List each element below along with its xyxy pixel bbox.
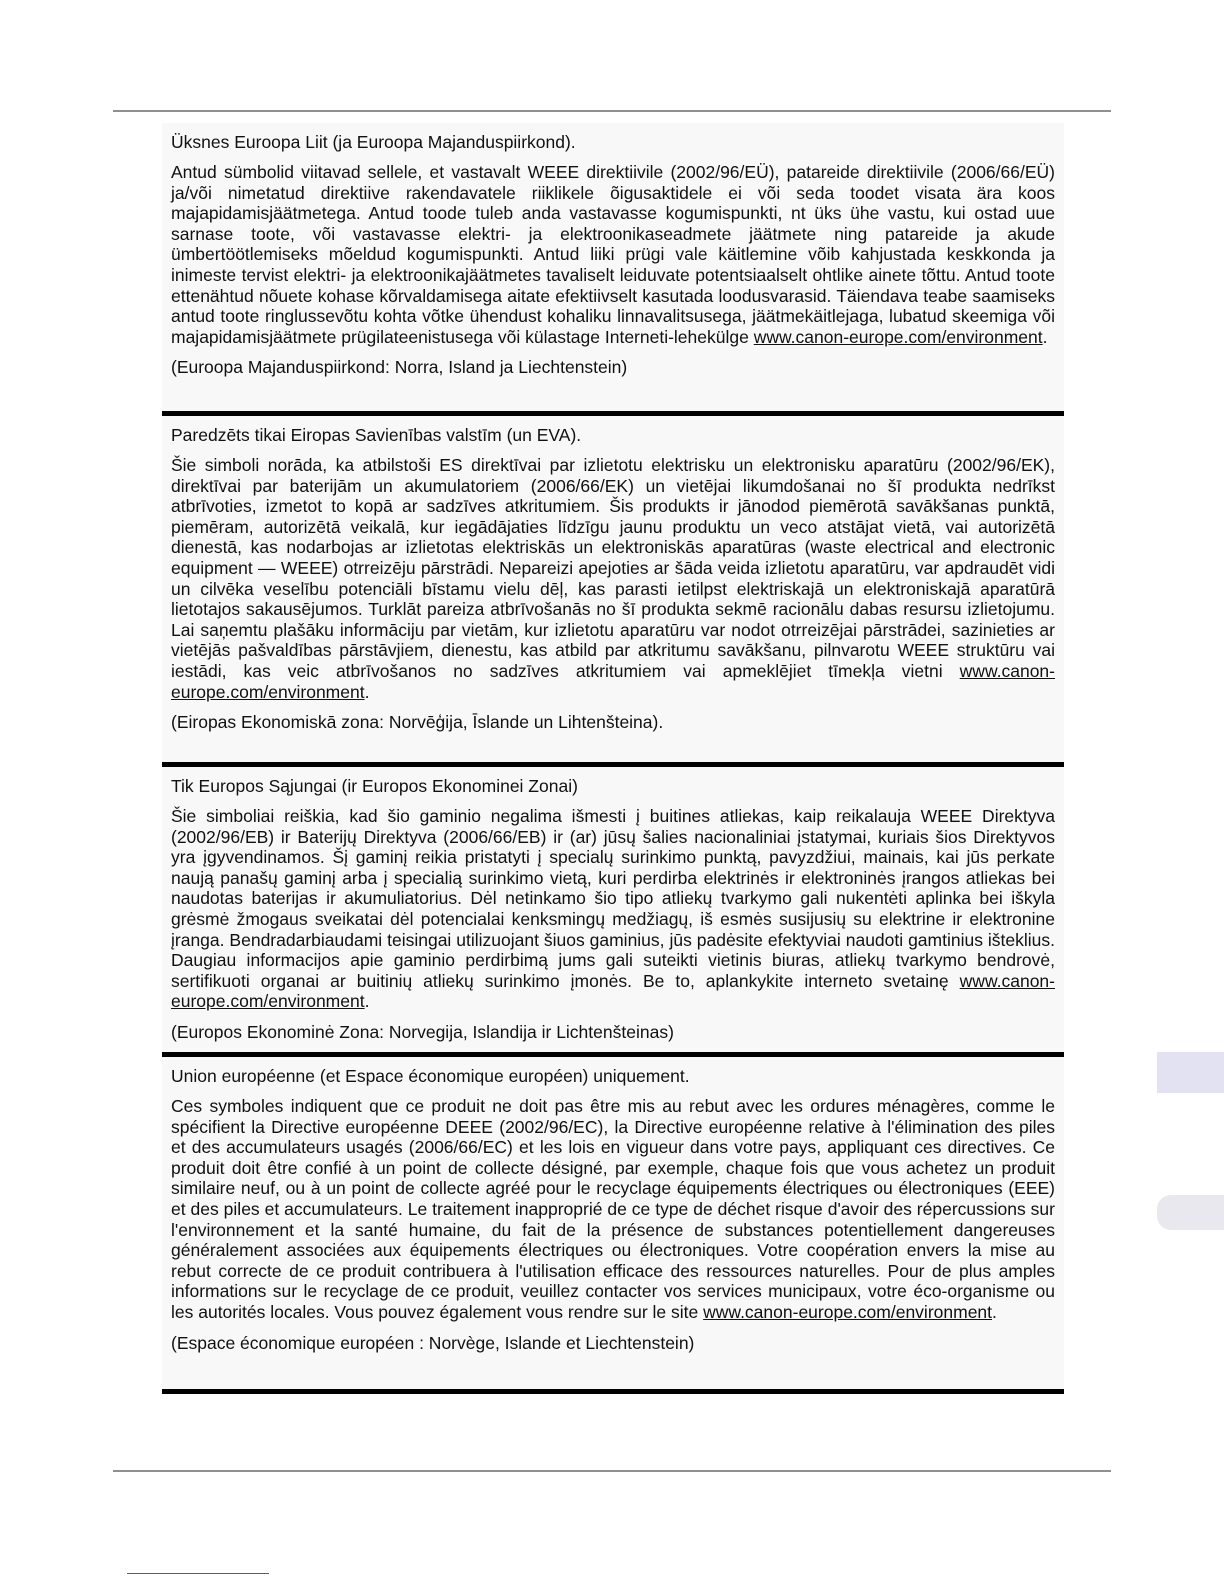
top-rule — [113, 110, 1111, 112]
section-body: Šie simboliai reiškia, kad šio gaminio negalima išmesti į buitines atliekas, kaip reikalauja WEEE Direktyva (2002/96/EB) ir Baterijų Direktyva (2006/66/EB) ir (ar) jūsų šalies nacionaliniai įstatymai, kuriais šios Direktyvos yra įgyvendinamos. Šį gaminį reikia pristatyti į specialų surinkimo punktą, pavyzdžiui, mainais, kai jūs perkate naują panašų gaminį arba į specialią surinkimo vietą, kuri perdirba elektrinės ir elektroninės įrangos atliekas bei naudotas baterijas ir akumuliatorius. Dėl netinkamo šio tipo atliekų tvarkymo gali nukentėti aplinka bei iškyla grėsmė žmogaus sveikatai dėl potencialai kenksmingų medžiagų, iš esmės susijusių su elektrine ir elektronine įranga. Bendradarbiaudami teisingai utilizuojant šiuos gaminius, jūs padėsite efektyviai naudoti gamtinius išteklius. Daugiau informacijos apie gaminio perdirbimą jums gali suteikti vietinis biuras, atliekų tvarkymo bendrovė, sertifikuoti organai ar buitinių atliekų surinkimo įmonės. Be to, aplankykite interneto svetainę www.canon-europe.com/environment. — [171, 806, 1055, 1012]
section-note: (Euroopa Majanduspiirkond: Norra, Island ja Liechtenstein) — [171, 357, 628, 378]
section-note: (Europos Ekonominė Zona: Norvegija, Islandija ir Lichtenšteinas) — [171, 1021, 674, 1042]
section-heading: Paredzēts tikai Eiropas Savienības valstīm (un EVA). — [171, 425, 582, 445]
section-heading: Union européenne (et Espace économique européen) uniquement. — [171, 1066, 690, 1086]
section-heading: Üksnes Euroopa Liit (ja Euroopa Majanduspiirkond). — [171, 132, 576, 152]
section-body-text: Šie simboliai reiškia, kad šio gaminio negalima išmesti į buitines atliekas, kaip reikalauja WEEE Direktyva (2002/96/EB) ir Baterijų Direktyva (2006/66/EB) ir (ar) jūsų šalies nacionaliniai įstatymai, kuriais šios Direktyvos yra įgyvendinamos. Šį gaminį reikia pristatyti į specialų surinkimo punktą, pavyzdžiui, mainais, kai jūs perkate naują panašų gaminį arba į specialią surinkimo vietą, kuri perdirba elektrinės ir elektroninės įrangos atliekas bei naudotas baterijas ir akumuliatorius. Dėl netinkamo šio tipo atliekų tvarkymo gali nukentėti aplinka bei iškyla grėsmė žmogaus sveikatai dėl potencialai kenksmingų medžiagų, iš esmės susijusių su elektrine ir elektronine įranga. Bendradarbiaudami teisingai utilizuojant šiuos gaminius, jūs padėsite efektyviai naudoti gamtinius išteklius. Daugiau informacijos apie gaminio perdirbimą jums gali suteikti vietinis biuras, atliekų tvarkymo bendrovė, sertifikuoti organai ar buitinių atliekų surinkimo įmonės. Be to, aplankykite interneto svetainę — [171, 806, 1055, 991]
environment-link[interactable]: www.canon-europe.com/environment — [703, 1301, 993, 1322]
environment-link[interactable]: www.canon-europe.com/environment — [171, 970, 1055, 1012]
section-note: (Espace économique européen : Norvège, Islande et Liechtenstein) — [171, 1332, 695, 1353]
section-divider — [162, 1389, 1064, 1394]
section-note: (Eiropas Ekonomiskā zona: Norvēģija, Īslande un Lihtenšteina). — [171, 712, 664, 733]
section-heading: Tik Europos Sąjungai (ir Europos Ekonominei Zonai) — [171, 776, 578, 796]
footer-link-underline[interactable] — [127, 1573, 269, 1574]
environment-link[interactable]: www.canon-europe.com/environment — [171, 660, 1055, 702]
index-tab[interactable] — [1157, 1195, 1224, 1230]
section-body-text: Ces symboles indiquent que ce produit ne doit pas être mis au rebut avec les ordures ménagères, comme le spécifient la Directive européenne DEEE (2002/96/EC), la Directive européenne relative à l'élimination des piles et des accumulateurs usagés (2006/66/EC) et les lois en vigueur dans votre pays, appliquant ces directives. Ce produit doit être confié à un point de collecte désigné, par exemple, chaque fois que vous achetez un produit similaire neuf, ou à un point de collecte agréé pour le recyclage équipements électriques ou électroniques (EEE) et des piles et accumulateurs. Le traitement inapproprié de ce type de déchet risque d'avoir des répercussions sur l'environnement et la santé humaine, du fait de la présence de substances potentiellement dangereuses généralement associées aux équipements électriques ou électroniques. Votre coopération envers la mise au rebut correcte de ce produit contribuera à l'utilisation efficace des ressources naturelles. Pour de plus amples informations sur le recyclage de ce produit, veuillez contacter vos services municipaux, votre éco-organisme ou les autorités locales. Vous pouvez également vous rendre sur le site — [171, 1096, 1055, 1322]
section-body: Ces symboles indiquent que ce produit ne doit pas être mis au rebut avec les ordures ménagères, comme le spécifient la Directive européenne DEEE (2002/96/EC), la Directive européenne relative à l'élimination des piles et des accumulateurs usagés (2006/66/EC) et les lois en vigueur dans votre pays, appliquant ces directives. Ce produit doit être confié à un point de collecte désigné, par exemple, chaque fois que vous achetez un produit similaire neuf, ou à un point de collecte agréé pour le recyclage équipements électriques ou électroniques (EEE) et des piles et accumulateurs. Le traitement inapproprié de ce type de déchet risque d'avoir des répercussions sur l'environnement et la santé humaine, du fait de la présence de substances potentiellement dangereuses généralement associées aux équipements électriques ou électroniques. Votre coopération envers la mise au rebut correcte de ce produit contribuera à l'utilisation efficace des ressources naturelles. Pour de plus amples informations sur le recyclage de ce produit, veuillez contacter vos services municipaux, votre éco-organisme ou les autorités locales. Vous pouvez également vous rendre sur le site www.canon-europe.com/environment. — [171, 1096, 1055, 1322]
section-french — [162, 1057, 1064, 1389]
section-estonian — [162, 123, 1064, 411]
section-lithuanian — [162, 767, 1064, 1052]
section-body-text: Šie simboli norāda, ka atbilstoši ES direktīvai par izlietotu elektrisku un elektronisku aparatūru (2002/96/EK), direktīvai par baterijām un akumulatoriem (2006/66/EK) un vietējai likumdošanai no šī produkta nedrīkst atbrīvoties, izmetot to kopā ar sadzīves atkritumiem. Šis produkts ir jānodod piemērotā savākšanas punktā, piemēram, autorizētā veikalā, kur iegādājaties līdzīgu jaunu produktu un veco atstājat vietā, vai autorizētā dienestā, kas nodarbojas ar izlietotas elektriskās un elektroniskās aparatūras (waste electrical and electronic equipment — WEEE) otrreizēju pārstrādi. Nepareizi apejoties ar šāda veida izlietotu aparatūru, var apdraudēt vidi un cilvēka veselību potenciāli bīstamu vielu dēļ, kas parasti ietilpst elektriskajā un elektroniskajā aparatūrā lietotajos sakausējumos. Turklāt pareiza atbrīvošanās no šī produkta sekmē racionālu dabas resursu izlietojumu. Lai saņemtu plašāku informāciju par vietām, kur izlietotu aparatūru var nodot otrreizējai pārstrādei, sazinieties ar vietējās pašvaldības pārstāvjiem, dienestu, kas atbild par atkritumu savākšanu, pilnvarotu WEEE struktūru vai iestādi, kas veic atbrīvošanos no sadzīves atkritumiem vai apmeklējiet tīmekļa vietni — [171, 455, 1055, 681]
section-body: Antud sümbolid viitavad sellele, et vastavalt WEEE direktiivile (2002/96/EÜ), patareide direktiivile (2006/66/EÜ) ja/või nimetatud direktiive rakendavatele riiklikele õigusaktidele ei või seda toodet visata ära koos majapidamisjäätmetega. Antud toode tuleb anda vastavasse kogumispunkti, nt üks ühe vastu, kui ostad uue sarnase toote, või vastavasse elektri- ja elektroonikaseadmete jäätmete ning patareide ja akude ümbertöötlemiseks mõeldud kogumispunkti. Antud liiki prügi vale käitlemine võib kahjustada keskkonda ja inimeste tervist elektri- ja elektroonikajäätmetes tavaliselt leiduvate potentsiaalselt ohtlike ainete tõttu. Antud toote ettenähtud nõuete kohase kõrvaldamisega aitate efektiivselt kasutada loodusvarasid. Täiendava teabe saamiseks antud toote ringlussevõtu kohta võtke ühendust kohaliku linnavalitsusega, jäätmekäitlejaga, lubatud skeemiga või majapidamisjäätmete prügilateenistusega või külastage Interneti-lehekülge www.canon-europe.com/environment. — [171, 162, 1055, 347]
section-body: Šie simboli norāda, ka atbilstoši ES direktīvai par izlietotu elektrisku un elektronisku aparatūru (2002/96/EK), direktīvai par baterijām un akumulatoriem (2006/66/EK) un vietējai likumdošanai no šī produkta nedrīkst atbrīvoties, izmetot to kopā ar sadzīves atkritumiem. Šis produkts ir jānodod piemērotā savākšanas punktā, piemēram, autorizētā veikalā, kur iegādājaties līdzīgu jaunu produktu un veco atstājat vietā, vai autorizētā dienestā, kas nodarbojas ar izlietotas elektriskās un elektroniskās aparatūras (waste electrical and electronic equipment — WEEE) otrreizēju pārstrādi. Nepareizi apejoties ar šāda veida izlietotu aparatūru, var apdraudēt vidi un cilvēka veselību potenciāli bīstamu vielu dēļ, kas parasti ietilpst elektriskajā un elektroniskajā aparatūrā lietotajos sakausējumos. Turklāt pareiza atbrīvošanās no šī produkta sekmē racionālu dabas resursu izlietojumu. Lai saņemtu plašāku informāciju par vietām, kur izlietotu aparatūru var nodot otrreizējai pārstrādei, sazinieties ar vietējās pašvaldības pārstāvjiem, dienestu, kas atbild par atkritumu savākšanu, pilnvarotu WEEE struktūru vai iestādi, kas veic atbrīvošanos no sadzīves atkritumiem vai apmeklējiet tīmekļa vietni www.canon-europe.com/environment. — [171, 455, 1055, 702]
section-latvian — [162, 416, 1064, 762]
environment-link[interactable]: www.canon-europe.com/environment — [753, 326, 1043, 347]
bottom-rule — [113, 1470, 1111, 1472]
chapter-tab[interactable] — [1157, 1052, 1224, 1093]
section-body-text: Antud sümbolid viitavad sellele, et vastavalt WEEE direktiivile (2002/96/EÜ), patareide direktiivile (2006/66/EÜ) ja/või nimetatud direktiive rakendavatele riiklikele õigusaktidele ei või seda toodet visata ära koos majapidamisjäätmetega. Antud toode tuleb anda vastavasse kogumispunkti, nt üks ühe vastu, kui ostad uue sarnase toote, või vastavasse elektri- ja elektroonikaseadmete jäätmete ning patareide ja akude ümbertöötlemiseks mõeldud kogumispunkti. Antud liiki prügi vale käitlemine võib kahjustada keskkonda ja inimeste tervist elektri- ja elektroonikajäätmetes tavaliselt leiduvate potentsiaalselt ohtlike ainete tõttu. Antud toote ettenähtud nõuete kohase kõrvaldamisega aitate efektiivselt kasutada loodusvarasid. Täiendava teabe saamiseks antud toote ringlussevõtu kohta võtke ühendust kohaliku linnavalitsusega, jäätmekäitlejaga, lubatud skeemiga või majapidamisjäätmete prügilateenistusega või külastage Interneti-lehekülge — [171, 162, 1055, 347]
